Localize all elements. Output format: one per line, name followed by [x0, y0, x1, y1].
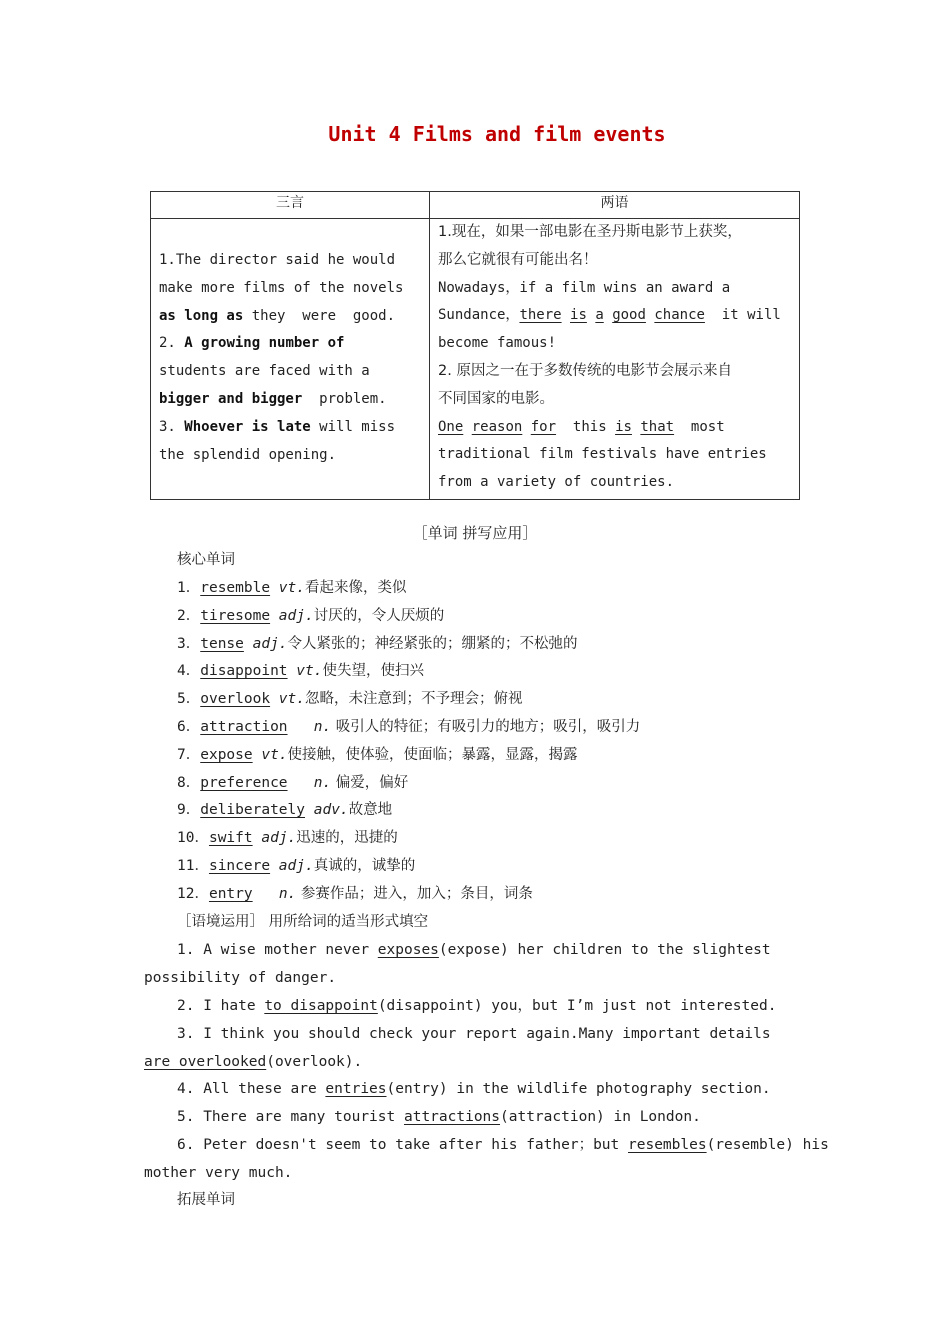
phrase-table [150, 191, 800, 500]
word-answer: disappoint [200, 663, 288, 680]
table-cell-right [430, 219, 800, 500]
part-of-speech: adj. [270, 858, 314, 874]
word-answer: sincere [208, 858, 271, 874]
answer: resembles [628, 1137, 707, 1153]
answer: are overlooked [144, 1054, 267, 1070]
left-line: make more films of the novels [159, 279, 404, 296]
word-meaning: 使接触，使体验，使面临；暴露，显露，揭露 [287, 746, 578, 763]
word-item [177, 800, 392, 820]
right-line: traditional film festivals have entries [438, 446, 767, 463]
word-answer: preference [200, 774, 288, 791]
key-phrase: bigger and bigger [159, 390, 303, 407]
answer: attractions [403, 1109, 501, 1125]
key-phrase: Whoever is late [184, 418, 311, 435]
left-line: as long as they were good. [159, 307, 396, 324]
word-answer: resemble [200, 580, 271, 596]
exercise-line: 6. Peter doesn't seem to take after his father；but resembles(resemble) his [177, 1137, 829, 1153]
word-item [177, 606, 444, 626]
word-item [177, 661, 424, 681]
exercise-line: 5. There are many tourist attractions(attraction) in London. [177, 1109, 701, 1125]
word-number: 2． [177, 607, 201, 624]
part-of-speech: n. [287, 719, 332, 735]
exercise-line: possibility of danger. [144, 970, 337, 986]
word-meaning: 故意地 [348, 802, 393, 819]
word-answer: overlook [200, 691, 271, 708]
section-heading: ［单词 拼写应用］ [412, 524, 538, 542]
word-number: 8． [177, 774, 201, 791]
word-item [177, 745, 578, 765]
word-meaning: 真诚的，诚挚的 [313, 858, 416, 874]
exercise-line: are overlooked(overlook). [144, 1054, 363, 1070]
answer: exposes [377, 942, 439, 958]
answer: entries [325, 1081, 387, 1097]
part-of-speech: n. [252, 885, 297, 902]
word-meaning: 令人紧张的；神经紧张的；绷紧的；不松弛的 [287, 635, 578, 652]
word-number: 9． [177, 802, 201, 819]
word-answer: entry [208, 885, 253, 902]
right-line: Nowadays，if a film wins an award a [438, 279, 731, 296]
part-of-speech: n. [287, 774, 332, 791]
word-answer: swift [208, 830, 253, 847]
word-item [177, 773, 408, 793]
word-item [177, 578, 407, 598]
part-of-speech: adv. [305, 802, 349, 819]
exercise-line: 1. A wise mother never exposes(expose) her children to the slightest [177, 942, 771, 958]
left-line: 2. A growing number of [159, 335, 345, 352]
word-item [177, 717, 640, 737]
left-line: 1.The director said he would [159, 252, 396, 268]
word-number: 10． [177, 830, 209, 847]
right-line: become famous! [438, 335, 557, 352]
word-answer: tense [200, 635, 244, 652]
left-line: the splendid opening. [159, 446, 337, 463]
table-header-left: 三言 [151, 192, 430, 219]
usage-label: ［语境运用］ 用所给词的适当形式填空 [177, 914, 429, 930]
right-line: from a variety of countries. [438, 474, 675, 491]
exercise-line: 2. I hate to disappoint(disappoint) you，but I’m just not interested. [177, 998, 777, 1014]
right-line: 1.现在，如果一部电影在圣丹斯电影节上获奖， [438, 224, 742, 240]
right-line: One reason for this is that most [438, 418, 725, 435]
left-line: 3. Whoever is late will miss [159, 418, 396, 435]
word-item [177, 828, 398, 848]
part-of-speech: adj. [243, 635, 288, 652]
right-line: Sundance，there is a good chance it will [438, 307, 781, 324]
word-number: 12． [177, 885, 209, 902]
word-meaning: 讨厌的，令人厌烦的 [313, 607, 445, 624]
word-item [177, 884, 533, 904]
word-meaning: 使失望，使扫兴 [322, 663, 424, 680]
table-cell-left [151, 219, 430, 500]
part-of-speech: adj. [270, 607, 314, 624]
part-of-speech: vt. [252, 746, 288, 763]
word-item [177, 856, 415, 876]
word-answer: expose [200, 746, 253, 763]
answer: to disappoint [264, 998, 378, 1014]
word-meaning: 吸引人的特征；有吸引力的地方；吸引，吸引力 [331, 719, 641, 735]
word-number: 6． [177, 719, 201, 735]
part-of-speech: vt. [287, 663, 323, 680]
page-title: Unit 4 Films and film events [328, 122, 666, 146]
table-header-right: 两语 [430, 192, 800, 219]
part-of-speech: vt. [270, 691, 305, 708]
word-answer: tiresome [200, 607, 271, 624]
word-number: 4． [177, 663, 201, 680]
exercise-line: mother very much. [144, 1165, 293, 1181]
word-answer: deliberately [200, 802, 305, 819]
word-meaning: 迅速的，迅捷的 [296, 830, 398, 847]
word-meaning: 看起来像，类似 [305, 580, 407, 596]
word-answer: attraction [200, 719, 288, 735]
word-number: 1． [177, 580, 201, 596]
key-phrase: as long as [159, 307, 244, 324]
word-meaning: 偏爱，偏好 [331, 774, 409, 791]
exercise-line: 4. All these are entries(entry) in the wildlife photography section. [177, 1081, 771, 1097]
right-line: 那么它就很有可能出名！ [438, 251, 598, 268]
word-number: 5． [177, 691, 201, 708]
word-meaning: 参赛作品；进入，加入；条目，词条 [296, 885, 533, 902]
left-line: students are faced with a [159, 363, 370, 380]
exercise-line: 3. I think you should check your report again.Many important details [177, 1026, 771, 1042]
part-of-speech: adj. [252, 830, 297, 847]
right-line: 2. 原因之一在于多数传统的电影节会展示来自 [438, 362, 732, 379]
word-meaning: 忽略，未注意到；不予理会；俯视 [305, 691, 523, 708]
core-words-label: 核心单词 [177, 552, 235, 568]
expand-words-label: 拓展单词 [177, 1192, 235, 1208]
word-number: 11． [177, 858, 209, 874]
word-item [177, 634, 578, 654]
left-line: bigger and bigger problem. [159, 390, 387, 407]
word-number: 3． [177, 635, 201, 652]
word-item [177, 689, 523, 709]
part-of-speech: vt. [270, 580, 305, 596]
right-line: 不同国家的电影。 [438, 390, 554, 407]
key-phrase: A growing number of [184, 335, 345, 352]
word-number: 7． [177, 746, 201, 763]
